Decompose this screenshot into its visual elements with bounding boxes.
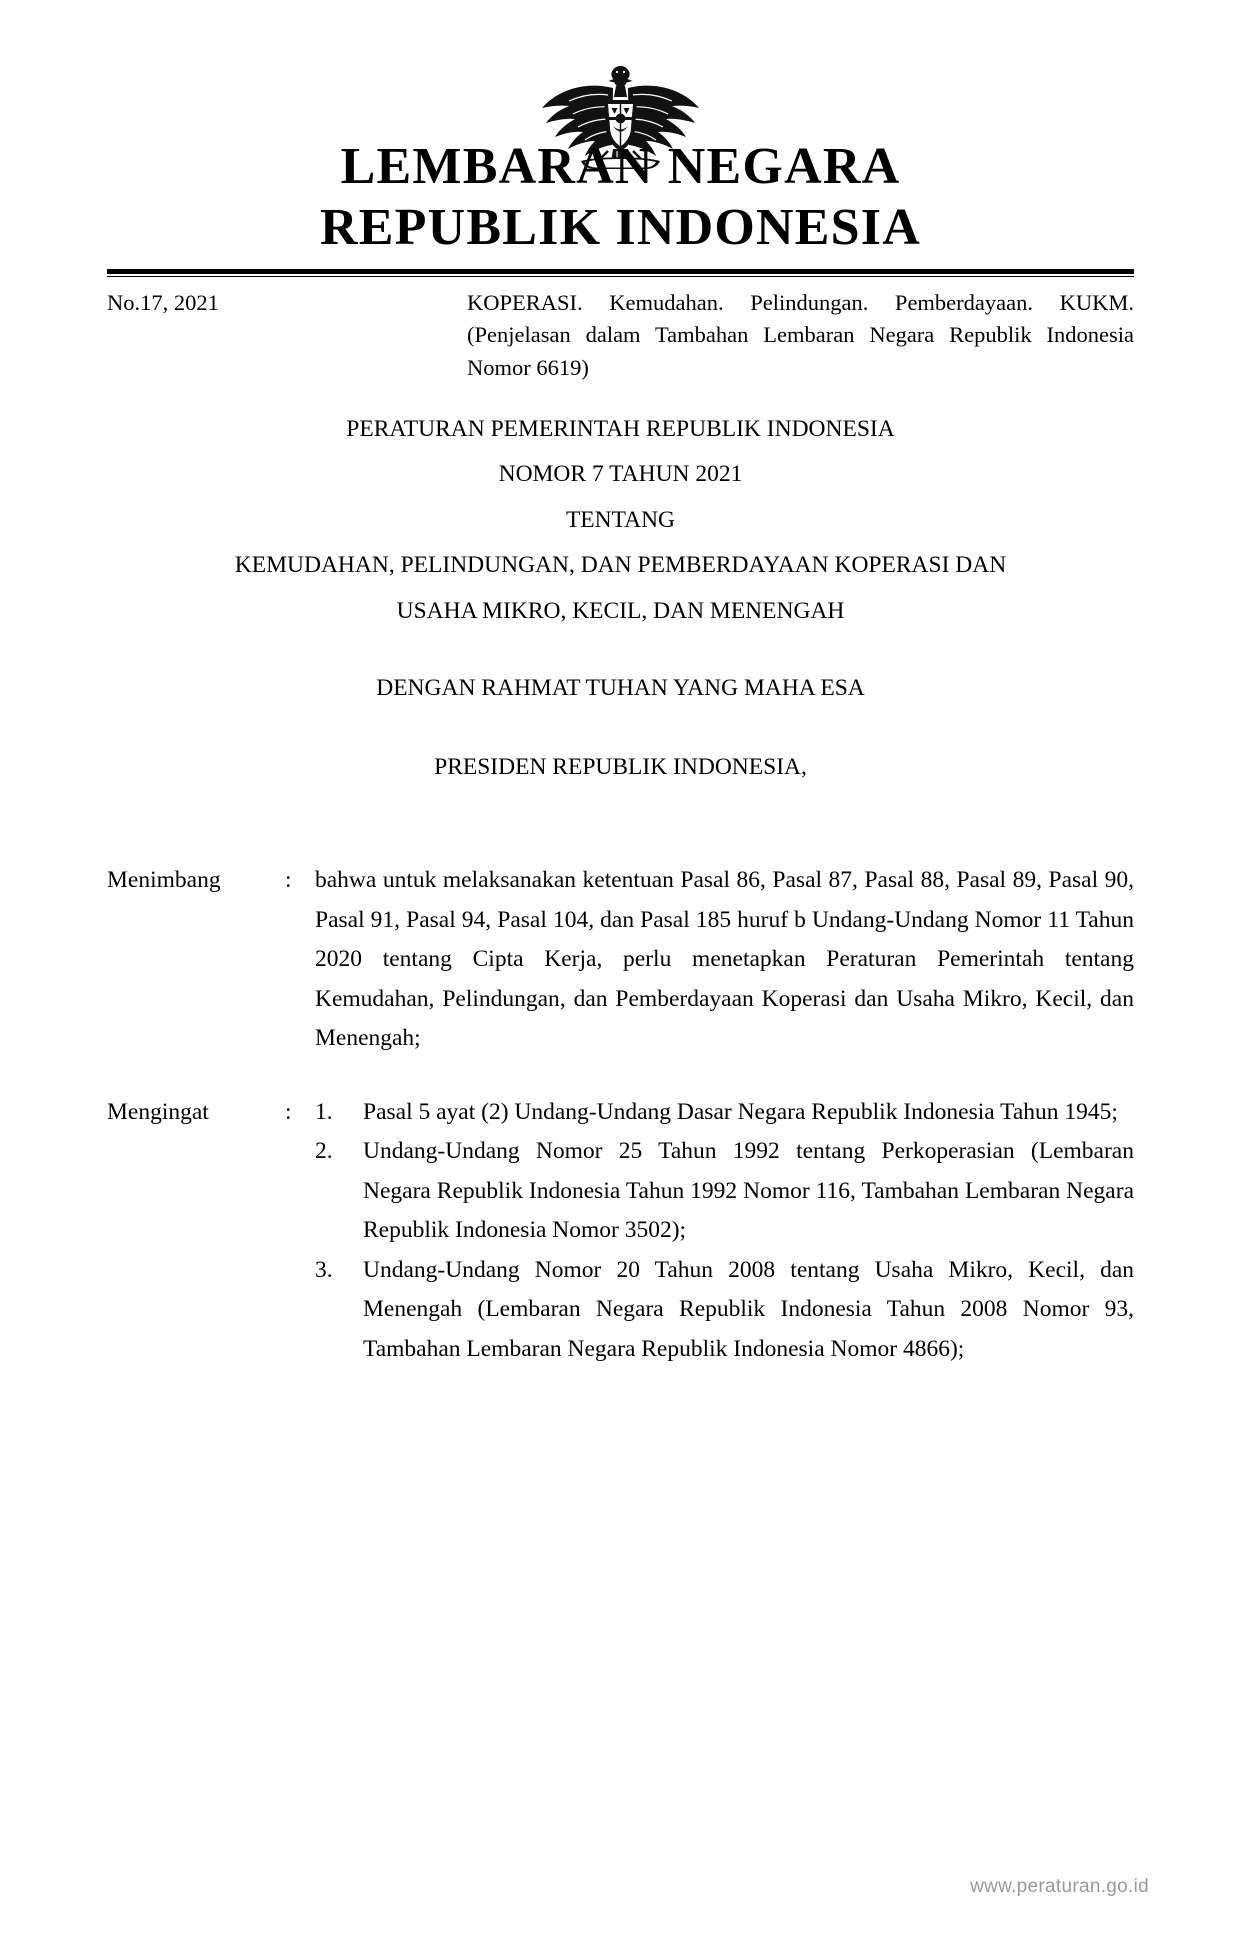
list-item bbox=[315, 1132, 1134, 1250]
regulation-title-block bbox=[0, 415, 1241, 624]
footer-watermark: www.peraturan.go.id bbox=[970, 1876, 1149, 1897]
title-subject-line-1: KEMUDAHAN, PELINDUNGAN, DAN PEMBERDAYAAN KOPERASI DAN bbox=[234, 552, 1007, 579]
title-authority: PERATURAN PEMERINTAH REPUBLIK INDONESIA bbox=[346, 415, 895, 442]
list-item-marker: 3. bbox=[315, 1256, 333, 1283]
list-item-text: Undang-Undang Nomor 25 Tahun 1992 tentang Perkoperasian (Lembaran Negara Republik Indonesia Tahun 1992 Nomor 116, Tambahan Lembaran Negara Republik Indonesia Nomor 3502); bbox=[363, 1138, 1134, 1244]
spacer bbox=[0, 623, 1241, 675]
gazette-subject: KOPERASI. Kemudahan. Pelindungan. Pemberdayaan. KUKM. (Penjelasan dalam Tambahan Lembaran Negara Republik Indonesia Nomor 6619) bbox=[467, 289, 1134, 380]
clause-mengingat-colon: : bbox=[285, 1098, 292, 1125]
gazette-number: No.17, 2021 bbox=[107, 289, 219, 315]
masthead-line-1: LEMBARAN NEGARA bbox=[340, 138, 901, 195]
clause-menimbang-text: bahwa untuk melaksanakan ketentuan Pasal 86, Pasal 87, Pasal 88, Pasal 89, Pasal 90, Pasal 91, Pasal 94, Pasal 104, dan Pasal 185 huruf b Undang-Undang Nomor 11 Tahun 2020 tentang Cipta Kerja, perlu menetapkan Peraturan Pemerintah tentang Kemudahan, Pelindungan, dan Pemberdayaan Koperasi dan Usaha Mikro, Kecil, dan Menengah; bbox=[315, 867, 1134, 1052]
clause-menimbang-body bbox=[315, 861, 1134, 1058]
list-item-marker: 2. bbox=[315, 1138, 333, 1165]
clause-mengingat bbox=[107, 1093, 1134, 1369]
list-item-text: Pasal 5 ayat (2) Undang-Undang Dasar Negara Republik Indonesia Tahun 1945; bbox=[363, 1098, 1118, 1125]
clause-menimbang-label: Menimbang bbox=[107, 867, 221, 894]
masthead-line-2: REPUBLIK INDONESIA bbox=[320, 199, 921, 257]
list-item-marker: 1. bbox=[315, 1098, 333, 1125]
title-about-label: TENTANG bbox=[565, 506, 676, 533]
list-item bbox=[315, 1093, 1134, 1132]
emblem-container bbox=[0, 0, 1241, 130]
clause-mengingat-label: Mengingat bbox=[107, 1098, 209, 1125]
invocation-line: DENGAN RAHMAT TUHAN YANG MAHA ESA bbox=[376, 675, 865, 702]
spacer bbox=[0, 702, 1241, 754]
title-subject-line-2: USAHA MIKRO, KECIL, DAN MENENGAH bbox=[396, 597, 845, 624]
clause-menimbang bbox=[107, 861, 1134, 1058]
list-item bbox=[315, 1251, 1134, 1369]
masthead-divider bbox=[107, 269, 1134, 277]
clause-menimbang-colon: : bbox=[285, 867, 292, 894]
list-item-text: Undang-Undang Nomor 20 Tahun 2008 tentang Usaha Mikro, Kecil, dan Menengah (Lembaran Negara Republik Indonesia Tahun 2008 Nomor 93, Tambahan Lembaran Negara Republik Indonesia Nomor 4866); bbox=[363, 1256, 1134, 1362]
clauses-section bbox=[107, 861, 1134, 1369]
masthead bbox=[0, 136, 1241, 259]
clause-mengingat-body bbox=[315, 1093, 1134, 1369]
authority-line: PRESIDEN REPUBLIK INDONESIA, bbox=[434, 754, 807, 781]
title-number: NOMOR 7 TAHUN 2021 bbox=[498, 461, 743, 488]
gazette-metadata bbox=[107, 287, 1134, 384]
